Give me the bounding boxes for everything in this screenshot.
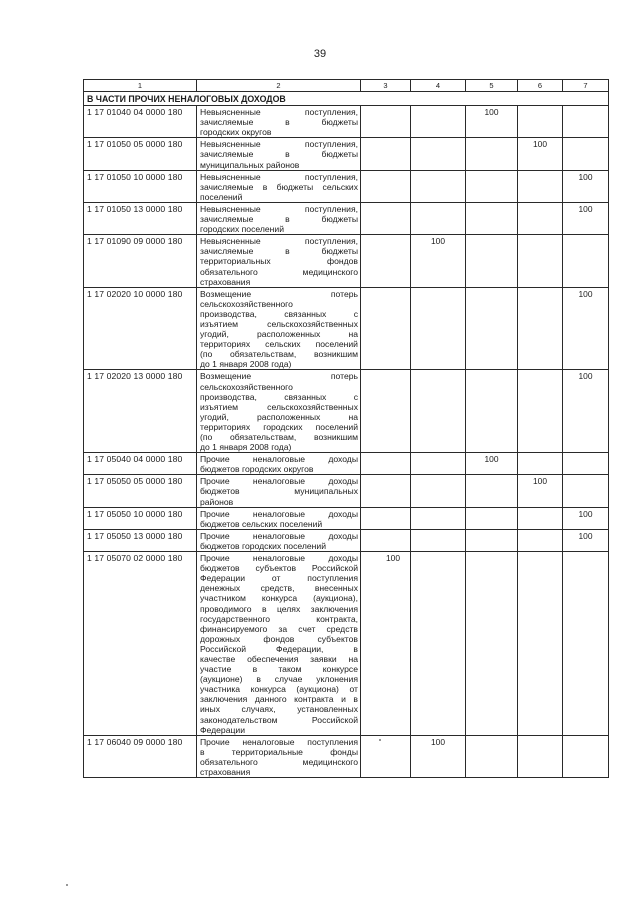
revenue-name-line: дорожных фондов субъектов xyxy=(200,633,358,644)
share-percent-cell xyxy=(361,202,411,234)
share-percent-cell xyxy=(466,529,518,551)
share-percent-cell xyxy=(518,370,563,453)
column-number: 2 xyxy=(197,80,361,92)
revenue-name-line: Федерации xyxy=(200,724,245,735)
revenue-name-line: бюджетов субъектов Российской xyxy=(200,563,358,574)
revenue-name-line: производства, связанных с xyxy=(200,308,358,319)
revenue-classification-table xyxy=(83,79,609,778)
table-row xyxy=(84,453,609,475)
revenue-name xyxy=(197,475,361,507)
revenue-name-line: зачисляемые в бюджеты сельских xyxy=(200,181,358,192)
revenue-name-line: заключения данного контракта и в xyxy=(200,694,358,705)
section-row xyxy=(84,92,609,106)
revenue-name-line: законодательством Российской xyxy=(200,714,358,725)
share-percent-cell: 100 xyxy=(563,202,609,234)
budget-code: 1 17 05050 13 0000 180 xyxy=(84,529,197,551)
revenue-name-line: Возмещение потерь xyxy=(200,288,358,299)
revenue-name xyxy=(197,235,361,287)
revenue-name-line: угодий, расположенных на xyxy=(200,411,358,422)
share-percent-cell xyxy=(518,287,563,370)
column-number: 3 xyxy=(361,80,411,92)
share-percent-cell xyxy=(411,170,466,202)
share-percent-cell: 100 xyxy=(563,287,609,370)
revenue-name-line: сельскохозяйственного xyxy=(200,298,293,309)
share-percent-cell xyxy=(518,106,563,138)
share-percent-cell: 100 xyxy=(466,453,518,475)
revenue-name-line: Невыясненные поступления, xyxy=(200,236,358,247)
revenue-name-line: Невыясненные поступления, xyxy=(200,203,358,214)
revenue-name-line: Прочие неналоговые доходы xyxy=(200,508,358,519)
column-number: 1 xyxy=(84,80,197,92)
share-percent-cell xyxy=(411,138,466,170)
revenue-name-line: изъятием сельскохозяйственных xyxy=(200,318,358,329)
share-percent-cell: 100 xyxy=(563,507,609,529)
revenue-name xyxy=(197,453,361,475)
share-percent-cell: 100 xyxy=(563,170,609,202)
revenue-name-line: (по обязательствам, возникшим xyxy=(200,432,358,442)
revenue-name-line: страхования xyxy=(200,276,251,287)
share-percent-cell xyxy=(518,235,563,287)
revenue-name-line: обязательного медицинского xyxy=(200,266,358,277)
share-percent-cell xyxy=(411,202,466,234)
revenue-name-line: зачисляемые в бюджеты xyxy=(200,214,358,225)
share-percent-cell xyxy=(518,529,563,551)
table-row xyxy=(84,287,609,370)
share-percent-cell xyxy=(466,170,518,202)
budget-code: 1 17 05050 05 0000 180 xyxy=(84,475,197,507)
revenue-name-line: Прочие неналоговые доходы xyxy=(200,530,358,541)
revenue-name-line: участие в таком конкурсе xyxy=(200,664,358,675)
table-row xyxy=(84,735,609,777)
revenue-name xyxy=(197,202,361,234)
share-percent-cell xyxy=(518,507,563,529)
revenue-name-line: городских округов xyxy=(200,127,272,138)
share-percent-cell xyxy=(411,287,466,370)
share-percent-cell xyxy=(361,529,411,551)
budget-code: 1 17 01050 05 0000 180 xyxy=(84,138,197,170)
share-percent-cell xyxy=(563,453,609,475)
share-percent-cell xyxy=(361,475,411,507)
revenue-name-line: территориях городских поселений xyxy=(200,421,358,432)
page-number: 39 xyxy=(313,48,327,60)
table-row xyxy=(84,202,609,234)
revenue-name-line: Прочие неналоговые доходы xyxy=(200,476,358,487)
revenue-name-line: бюджетов городских поселений xyxy=(200,540,327,551)
share-percent-cell xyxy=(466,735,518,777)
revenue-name xyxy=(197,138,361,170)
revenue-name-line: Возмещение потерь xyxy=(200,371,358,382)
budget-code: 1 17 01050 10 0000 180 xyxy=(84,170,197,202)
revenue-name-line: Невыясненные поступления, xyxy=(200,171,358,182)
budget-code: 1 17 05040 04 0000 180 xyxy=(84,453,197,475)
share-percent-cell xyxy=(411,552,466,736)
column-number: 5 xyxy=(466,80,518,92)
share-percent-cell xyxy=(361,287,411,370)
share-percent-cell xyxy=(466,507,518,529)
share-percent-cell xyxy=(361,106,411,138)
revenue-name-line: государственного контракта, xyxy=(200,613,358,624)
revenue-name-line: зачисляемые в бюджеты xyxy=(200,117,358,128)
revenue-name xyxy=(197,507,361,529)
share-percent-cell xyxy=(411,106,466,138)
column-number-row xyxy=(84,80,609,92)
revenue-name-line: участником конкурса (аукциона), xyxy=(200,593,358,604)
revenue-name-line: бюджетов сельских поселений xyxy=(200,518,323,529)
table-row xyxy=(84,370,609,453)
revenue-name-line: территориях сельских поселений xyxy=(200,339,358,350)
revenue-name-line: поселений xyxy=(200,191,243,202)
budget-code: 1 17 01050 13 0000 180 xyxy=(84,202,197,234)
share-percent-cell: 100 xyxy=(563,529,609,551)
budget-code: 1 17 02020 10 0000 180 xyxy=(84,287,197,370)
budget-code: 1 17 05050 10 0000 180 xyxy=(84,507,197,529)
column-number: 7 xyxy=(563,80,609,92)
table-row xyxy=(84,170,609,202)
revenue-name-line: изъятием сельскохозяйственных xyxy=(200,401,358,412)
revenue-name-line: иных случаях, установленных xyxy=(200,704,358,715)
revenue-name-line: зачисляемые в бюджеты xyxy=(200,149,358,160)
revenue-name-line: производства, связанных с xyxy=(200,391,358,402)
revenue-name-line: Прочие неналоговые поступления xyxy=(200,736,358,747)
share-percent-cell xyxy=(361,170,411,202)
revenue-name-line: Невыясненные поступления, xyxy=(200,107,358,118)
revenue-name-line: до 1 января 2008 года) xyxy=(200,442,292,453)
share-percent-cell: 100 xyxy=(411,235,466,287)
share-percent-cell: 100 xyxy=(411,735,466,777)
revenue-name xyxy=(197,170,361,202)
revenue-name-line: (аукционе) в случае уклонения xyxy=(200,674,358,685)
table-row xyxy=(84,529,609,551)
share-percent-cell xyxy=(518,453,563,475)
revenue-name-line: проводимого в целях заключения xyxy=(200,603,358,614)
share-percent-cell xyxy=(466,202,518,234)
revenue-name-line: Федерации от поступления xyxy=(200,573,358,584)
share-percent-cell xyxy=(466,287,518,370)
revenue-name-line: бюджетов муниципальных xyxy=(200,486,358,497)
budget-code: 1 17 05070 02 0000 180 xyxy=(84,552,197,736)
share-percent-cell xyxy=(466,370,518,453)
column-number: 4 xyxy=(411,80,466,92)
table-row xyxy=(84,106,609,138)
share-percent-cell xyxy=(563,235,609,287)
share-percent-cell xyxy=(361,735,411,777)
share-percent-cell xyxy=(466,552,518,736)
share-percent-cell: 100 xyxy=(466,106,518,138)
table-row xyxy=(84,552,609,736)
revenue-name-line: сельскохозяйственного xyxy=(200,381,293,392)
share-percent-cell xyxy=(361,138,411,170)
revenue-name-line: обязательного медицинского xyxy=(200,756,358,767)
revenue-name-line: Прочие неналоговые доходы xyxy=(200,454,358,465)
revenue-name-line: зачисляемые в бюджеты xyxy=(200,246,358,257)
revenue-name-line: до 1 января 2008 года) xyxy=(200,359,292,370)
revenue-name-line: Российской Федерации, в xyxy=(200,643,358,654)
budget-code: 1 17 01090 09 0000 180 xyxy=(84,235,197,287)
share-percent-cell xyxy=(361,453,411,475)
share-percent-cell xyxy=(518,170,563,202)
table-row xyxy=(84,235,609,287)
budget-code: 1 17 02020 13 0000 180 xyxy=(84,370,197,453)
revenue-name-line: территориальных фондов xyxy=(200,256,358,267)
budget-code: 1 17 01040 04 0000 180 xyxy=(84,106,197,138)
scan-speck xyxy=(379,739,381,741)
revenue-name-line: Невыясненные поступления, xyxy=(200,139,358,150)
revenue-name xyxy=(197,106,361,138)
share-percent-cell xyxy=(518,552,563,736)
share-percent-cell xyxy=(411,507,466,529)
share-percent-cell xyxy=(411,475,466,507)
revenue-name-line: участника конкурса (аукциона) от xyxy=(200,684,358,695)
budget-code: 1 17 06040 09 0000 180 xyxy=(84,735,197,777)
share-percent-cell xyxy=(466,138,518,170)
table-row xyxy=(84,138,609,170)
share-percent-cell xyxy=(563,735,609,777)
revenue-name-line: угодий, расположенных на xyxy=(200,329,358,340)
column-number: 6 xyxy=(518,80,563,92)
table-row xyxy=(84,475,609,507)
share-percent-cell: 100 xyxy=(518,475,563,507)
share-percent-cell xyxy=(411,370,466,453)
share-percent-cell xyxy=(361,235,411,287)
revenue-name-line: качестве обеспечения заявки на xyxy=(200,653,358,664)
revenue-name xyxy=(197,529,361,551)
revenue-name xyxy=(197,370,361,453)
share-percent-cell: 100 xyxy=(518,138,563,170)
revenue-name-line: денежных средств, внесенных xyxy=(200,583,358,594)
revenue-name-line: (по обязательствам, возникшим xyxy=(200,349,358,360)
share-percent-cell: 100 xyxy=(361,552,411,736)
revenue-name-line: городских поселений xyxy=(200,224,285,235)
revenue-name-line: Прочие неналоговые доходы xyxy=(200,553,358,564)
scan-speck xyxy=(66,884,68,886)
share-percent-cell xyxy=(518,735,563,777)
revenue-name-line: страхования xyxy=(200,767,251,777)
share-percent-cell: 100 xyxy=(563,370,609,453)
revenue-name-line: финансируемого за счет средств xyxy=(200,623,358,634)
share-percent-cell xyxy=(563,138,609,170)
revenue-name xyxy=(197,287,361,370)
share-percent-cell xyxy=(361,507,411,529)
share-percent-cell xyxy=(563,475,609,507)
share-percent-cell xyxy=(411,453,466,475)
table-row xyxy=(84,507,609,529)
share-percent-cell xyxy=(411,529,466,551)
share-percent-cell xyxy=(361,370,411,453)
share-percent-cell xyxy=(466,475,518,507)
revenue-name xyxy=(197,552,361,736)
revenue-name-line: районов xyxy=(200,496,234,507)
revenue-name-line: бюджетов городских округов xyxy=(200,464,314,475)
share-percent-cell xyxy=(563,106,609,138)
revenue-name xyxy=(197,735,361,777)
revenue-name-line: в территориальные фонды xyxy=(200,746,358,757)
share-percent-cell xyxy=(466,235,518,287)
revenue-name-line: муниципальных районов xyxy=(200,159,300,170)
share-percent-cell xyxy=(563,552,609,736)
share-percent-cell xyxy=(518,202,563,234)
section-title: В ЧАСТИ ПРОЧИХ НЕНАЛОГОВЫХ ДОХОДОВ xyxy=(84,92,609,106)
